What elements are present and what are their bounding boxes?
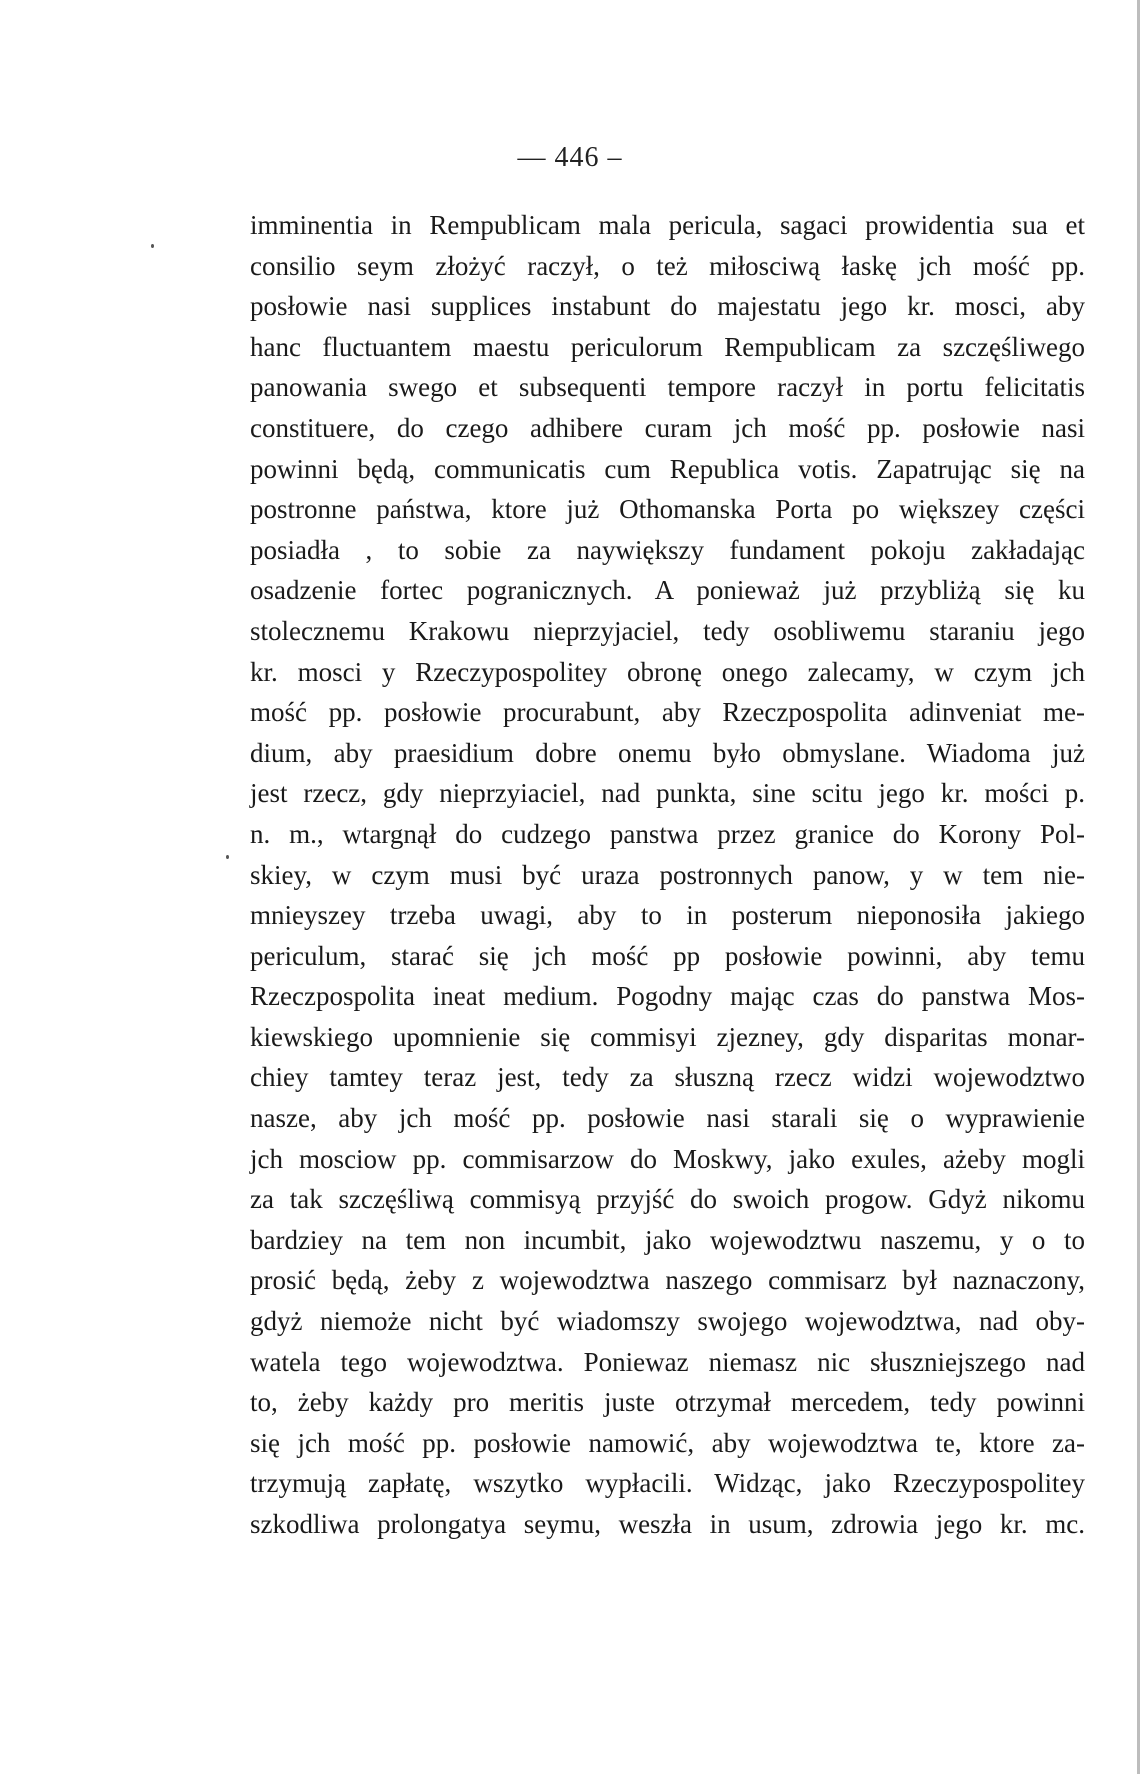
body-text [250, 205, 1085, 1545]
text-line: stolecznemu Krakowu nieprzyjaciel, tedy osobliwemu staraniu jego [250, 615, 1085, 646]
text-line: consilio seym złożyć raczył, o też miłosciwą łaskę jch mość pp. [250, 250, 1085, 281]
text-line: imminentia in Rempublicam mala pericula, sagaci prowidentia sua et [250, 210, 1085, 240]
text-line: jest rzecz, gdy nieprzyiaciel, nad punkta, sine scitu jego kr. mości p. [250, 778, 1085, 809]
text-line: mnieyszey trzeba uwagi, aby to in posterum nieponosiła jakiego [250, 900, 1085, 931]
page-number: — 446 – [517, 142, 623, 173]
text-line: periculum, starać się jch mość pp posłowie powinni, aby temu [250, 940, 1085, 971]
text-line: skiey, w czym musi być uraza postronnych panow, y w tem nie- [250, 859, 1085, 890]
text-line: szkodliwa prolongatya seymu, weszła in usum, zdrowia jego kr. mc. [250, 1509, 1085, 1539]
text-line: Rzeczpospolita ineat medium. Pogodny mając czas do panstwa Mos- [250, 981, 1085, 1012]
text-line: kr. mosci y Rzeczypospolitey obronę onego zalecamy, w czym jch [250, 656, 1085, 687]
text-line: bardziey na tem non incumbit, jako wojewodztwu naszemu, y o to [250, 1224, 1085, 1255]
text-line: constituere, do czego adhibere curam jch mość pp. posłowie nasi [250, 412, 1085, 443]
text-line: posiadła , to sobie za naywiększy fundament pokoju zakładając [250, 534, 1085, 565]
scan-speck [151, 244, 154, 248]
text-line: chiey tamtey teraz jest, tedy za słuszną rzecz widzi wojewodztwo [250, 1062, 1085, 1093]
text-line: osadzenie fortec pogranicznych. A ponieważ już przybliżą się ku [250, 575, 1085, 606]
text-line: trzymują zapłatę, wszytko wypłacili. Widząc, jako Rzeczypospolitey [250, 1468, 1085, 1499]
text-line: hanc fluctuantem maestu periculorum Rempublicam za szczęśliwego [250, 331, 1085, 362]
text-line: postronne państwa, ktore już Othomanska Porta po większey części [250, 494, 1085, 525]
text-line: nasze, aby jch mość pp. posłowie nasi starali się o wyprawienie [250, 1103, 1085, 1134]
text-line: gdyż niemoże nicht być wiadomszy swojego wojewodztwa, nad oby- [250, 1306, 1085, 1337]
text-line: kiewskiego upomnienie się commisyi zjezney, gdy disparitas monar- [250, 1021, 1085, 1052]
text-line: mość pp. posłowie procurabunt, aby Rzeczpospolita adinveniat me- [250, 697, 1085, 728]
text-line: n. m., wtargnął do cudzego panstwa przez granice do Korony Pol- [250, 818, 1085, 849]
text-line: prosić będą, żeby z wojewodztwa naszego commisarz był naznaczony, [250, 1265, 1085, 1296]
text-line: to, żeby każdy pro meritis juste otrzymał mercedem, tedy powinni [250, 1387, 1085, 1418]
text-line: jch mosciow pp. commisarzow do Moskwy, jako exules, ażeby mogli [250, 1143, 1085, 1174]
text-line: się jch mość pp. posłowie namowić, aby wojewodztwa te, ktore za- [250, 1427, 1085, 1458]
text-line: posłowie nasi supplices instabunt do majestatu jego kr. mosci, aby [250, 291, 1085, 322]
text-line: powinni będą, communicatis cum Republica votis. Zapatrując się na [250, 453, 1085, 484]
scan-speck [226, 855, 229, 859]
text-line: watela tego wojewodztwa. Poniewaz niemasz nic słuszniejszego nad [250, 1346, 1085, 1377]
text-line: panowania swego et subsequenti tempore raczył in portu felicitatis [250, 372, 1085, 403]
text-line: za tak szczęśliwą commisyą przyjść do swoich progow. Gdyż nikomu [250, 1184, 1085, 1215]
text-line: dium, aby praesidium dobre onemu było obmyslane. Wiadoma już [250, 737, 1085, 768]
